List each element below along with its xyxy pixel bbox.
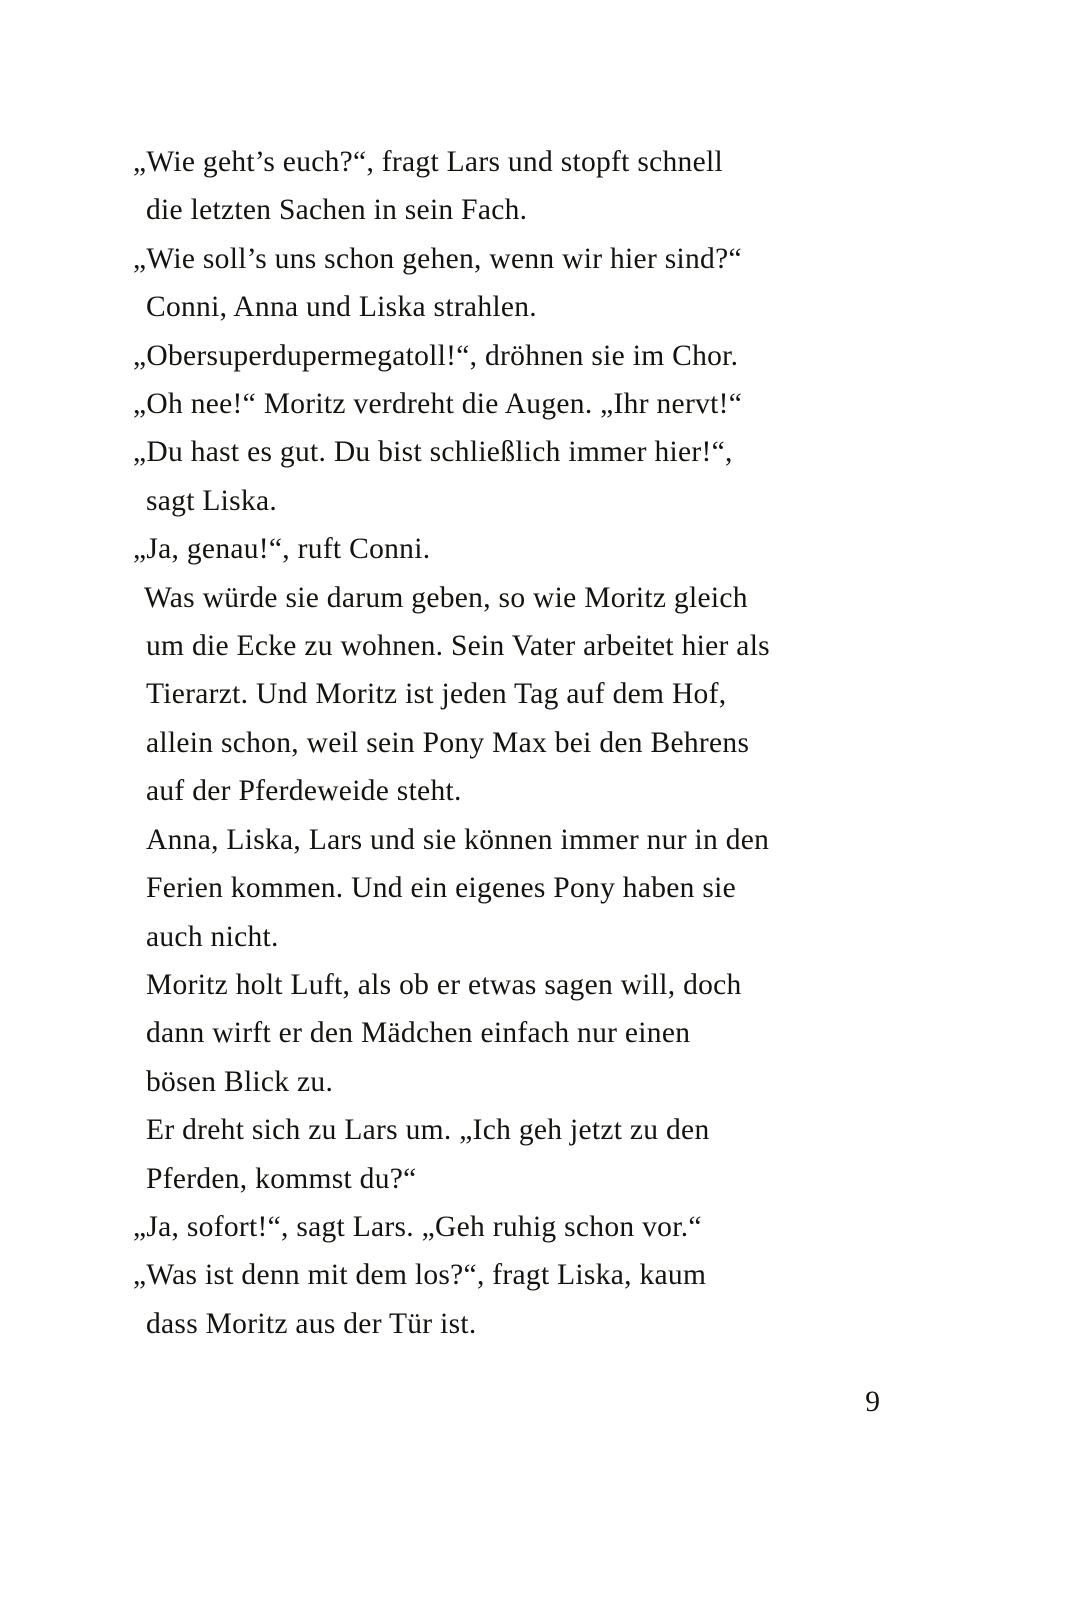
text-line: Moritz holt Luft, als ob er etwas sagen will, doch [146, 968, 742, 1001]
text-line: bösen Blick zu. [146, 1065, 334, 1098]
text-line: um die Ecke zu wohnen. Sein Vater arbeitet hier als [146, 630, 770, 663]
text-line: Was würde sie darum geben, so wie Moritz gleich [144, 581, 748, 614]
text-line: „Obersuperdupermegatoll!“, dröhnen sie im Chor. [133, 339, 739, 372]
text-line: „Oh nee!“ Moritz verdreht die Augen. „Ihr nervt!“ [133, 388, 743, 421]
page-number: 9 [865, 1386, 880, 1418]
text-line: allein schon, weil sein Pony Max bei den Behrens [146, 726, 750, 759]
text-line: Conni, Anna und Liska strahlen. [146, 291, 537, 324]
text-line: „Wie geht’s euch?“, fragt Lars und stopft schnell [133, 146, 723, 178]
text-line: auch nicht. [146, 920, 279, 953]
text-line: dann wirft er den Mädchen einfach nur einen [146, 1017, 691, 1050]
text-line: sagt Liska. [146, 484, 278, 517]
text-line: „Ja, sofort!“, sagt Lars. „Geh ruhig schon vor.“ [133, 1210, 702, 1243]
body-text [133, 138, 933, 1348]
text-line: „Ja, genau!“, ruft Conni. [133, 533, 431, 566]
text-line: Er dreht sich zu Lars um. „Ich geh jetzt zu den [146, 1114, 710, 1147]
text-line: Pferden, kommst du?“ [146, 1162, 417, 1195]
text-line: „Was ist denn mit dem los?“, fragt Liska, kaum [133, 1259, 707, 1292]
text-line: dass Moritz aus der Tür ist. [146, 1307, 477, 1340]
text-line: Ferien kommen. Und ein eigenes Pony haben sie [146, 872, 737, 905]
text-line: Anna, Liska, Lars und sie können immer nur in den [146, 823, 770, 856]
text-line: „Du hast es gut. Du bist schließlich immer hier!“, [133, 436, 733, 469]
text-line: Tierarzt. Und Moritz ist jeden Tag auf dem Hof, [146, 678, 727, 711]
text-line: auf der Pferdeweide steht. [146, 775, 462, 808]
text-line: „Wie soll’s uns schon gehen, wenn wir hier sind?“ [133, 242, 742, 275]
text-line: die letzten Sachen in sein Fach. [146, 194, 528, 227]
